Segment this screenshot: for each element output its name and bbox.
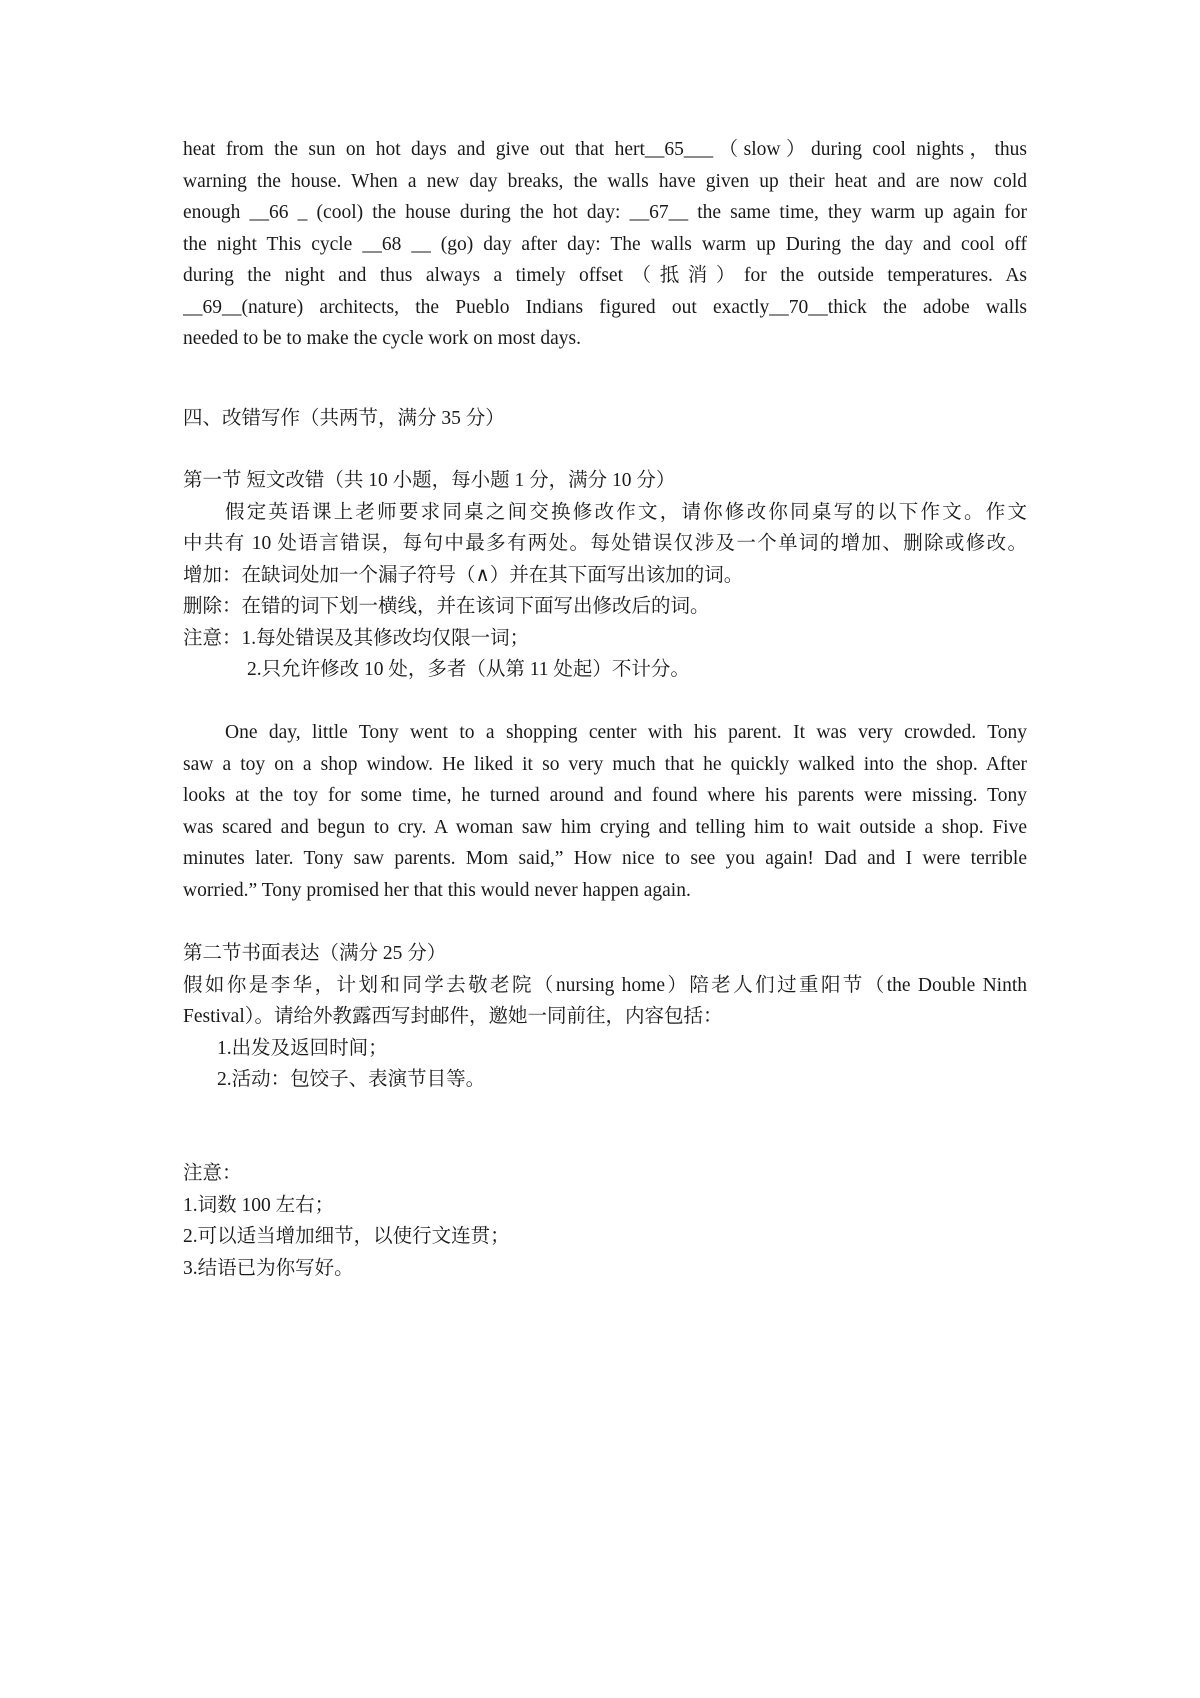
passage-line: One day, little Tony went to a shopping center with his parent. It was very crowded. Tony — [225, 722, 1027, 743]
section1-title: 第一节 短文改错（共 10 小题，每小题 1 分，满分 10 分） — [183, 470, 676, 491]
passage-line: was scared and begun to cry. A woman saw him crying and telling him to wait outside a shop. Five — [183, 816, 1027, 838]
prompt-line: 假如你是李华，计划和同学去敬老院（nursing home）陪老人们过重阳节（the Double Ninth — [183, 974, 1027, 996]
instruction-line: 2.只允许修改 10 处，多者（从第 11 处起）不计分。 — [247, 659, 690, 680]
passage-line: worried.” Tony promised her that this would never happen again. — [183, 879, 691, 901]
passage-line: needed to be to make the cycle work on most days. — [183, 328, 582, 349]
instruction-line: 删除：在错的词下划一横线，并在该词下面写出修改后的词。 — [183, 596, 710, 617]
passage-line: during the night and thus always a timely offset（抵消）for the outside temperatures. As — [183, 265, 1027, 286]
prompt-line: Festival）。请给外教露西写封邮件，邀她一同前往，内容包括： — [183, 1006, 723, 1027]
instruction-line: 中共有 10 处语言错误，每句中最多有两处。每处错误仅涉及一个单词的增加、删除或修改。 — [183, 533, 1027, 554]
passage-line: heat from the sun on hot days and give out that hert__65___（slow）during cool nights，thus — [183, 139, 1027, 160]
passage-line: saw a toy on a shop window. He liked it so very much that he quickly walked into the shop. After — [183, 753, 1027, 775]
note-item: 1.词数 100 左右； — [183, 1194, 335, 1216]
instruction-line: 注意：1.每处错误及其修改均仅限一词； — [183, 627, 530, 649]
passage-continuation — [183, 134, 1027, 355]
requirement-item: 1.出发及返回时间； — [217, 1037, 388, 1059]
instruction-line: 假定英语课上老师要求同桌之间交换修改作文，请你修改你同桌写的以下作文。作文 — [225, 501, 1027, 523]
passage-line: warning the house. When a new day breaks, the walls have given up their heat and are now cold — [183, 170, 1027, 192]
part4-title: 四、改错写作（共两节，满分 35 分） — [183, 408, 505, 429]
error-correction-passage — [183, 717, 1027, 906]
passage-line: minutes later. Tony saw parents. Mom said,” How nice to see you again! Dad and I were terrible — [183, 848, 1027, 869]
passage-line: enough __66 _ (cool) the house during the hot day: __67__ the same time, they warm up again for — [183, 202, 1027, 223]
section2-title: 第二节书面表达（满分 25 分） — [183, 943, 447, 964]
note-item: 2.可以适当增加细节，以使行文连贯； — [183, 1226, 510, 1247]
notes-title: 注意： — [183, 1163, 242, 1184]
requirement-item: 2.活动：包饺子、表演节目等。 — [217, 1069, 486, 1090]
passage-line: __69__(nature) architects, the Pueblo Indians figured out exactly__70__thick the adobe walls — [183, 296, 1027, 318]
note-item: 3.结语已为你写好。 — [183, 1257, 354, 1279]
passage-line: looks at the toy for some time, he turned around and found where his parents were missing. Tony — [183, 785, 1027, 806]
section2 — [183, 938, 1027, 1096]
instruction-line: 增加：在缺词处加一个漏子符号（∧）并在其下面写出该加的词。 — [183, 564, 744, 586]
section2-notes — [183, 1158, 1027, 1284]
passage-line: the night This cycle __68 __ (go) day after day: The walls warm up During the day and cool off — [183, 233, 1027, 255]
section1-instructions — [183, 465, 1027, 686]
